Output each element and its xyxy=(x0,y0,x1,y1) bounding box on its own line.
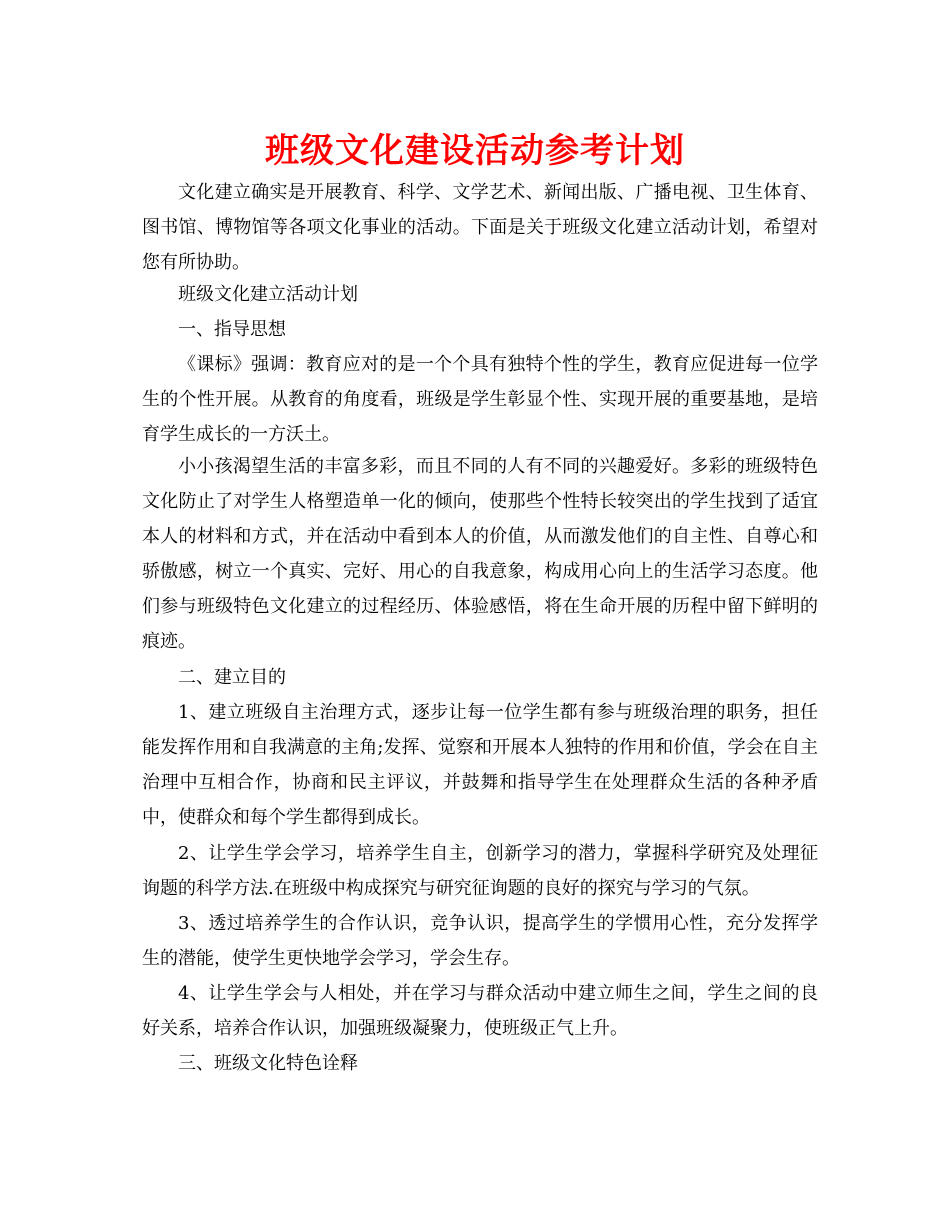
paragraph-curriculum-standard: 《课标》强调：教育应对的是一个个具有独特个性的学生，教育应促进每一位学生的个性开展。从教育的角度看，班级是学生彰显个性、实现开展的重要基地，是培育学生成长的一方沃土。 xyxy=(142,354,818,445)
objective-item-4: 4、让学生学会与人相处，并在学习与群众活动中建立师生之间，学生之间的良好关系，培养合作认识，加强班级凝聚力，使班级正气上升。 xyxy=(142,983,818,1039)
document-title: 班级文化建设活动参考计划 xyxy=(265,131,685,171)
section-heading-plan: 班级文化建立活动计划 xyxy=(178,284,358,305)
section-heading-culture-interpretation: 三、班级文化特色诠释 xyxy=(178,1053,358,1074)
objective-item-3: 3、透过培养学生的合作认识，竞争认识，提高学生的学惯用心性，充分发挥学生的潜能，使学生更快地学会学习，学会生存。 xyxy=(142,913,818,969)
section-heading-guiding-thought: 一、指导思想 xyxy=(178,319,286,340)
section-heading-objectives: 二、建立目的 xyxy=(178,667,286,688)
paragraph-class-culture: 小小孩渴望生活的丰富多彩，而且不同的人有不同的兴趣爱好。多彩的班级特色文化防止了对学生人格塑造单一化的倾向，使那些个性特长较突出的学生找到了适宜本人的材料和方式，并在活动中看到本人的价值，从而激发他们的自主性、自尊心和骄傲感，树立一个真实、完好、用心的自我意象，构成用心向上的生活学习态度。他们参与班级特色文化建立的过程经历、体验感悟，将在生命开展的历程中留下鲜明的痕迹。 xyxy=(142,456,818,652)
objective-item-2: 2、让学生学会学习，培养学生自主，创新学习的潜力，掌握科学研究及处理征询题的科学方法.在班级中构成探究与研究征询题的良好的探究与学习的气氛。 xyxy=(142,843,818,899)
objective-item-1: 1、建立班级自主治理方式，逐步让每一位学生都有参与班级治理的职务，担任能发挥作用和自我满意的主角;发挥、觉察和开展本人独特的作用和价值，学会在自主治理中互相合作，协商和民主评议，并鼓舞和指导学生在处理群众生活的各种矛盾中，使群众和每个学生都得到成长。 xyxy=(142,702,818,828)
intro-paragraph: 文化建立确实是开展教育、科学、文学艺术、新闻出版、广播电视、卫生体育、图书馆、博物馆等各项文化事业的活动。下面是关于班级文化建立活动计划，希望对您有所协助。 xyxy=(142,182,818,273)
